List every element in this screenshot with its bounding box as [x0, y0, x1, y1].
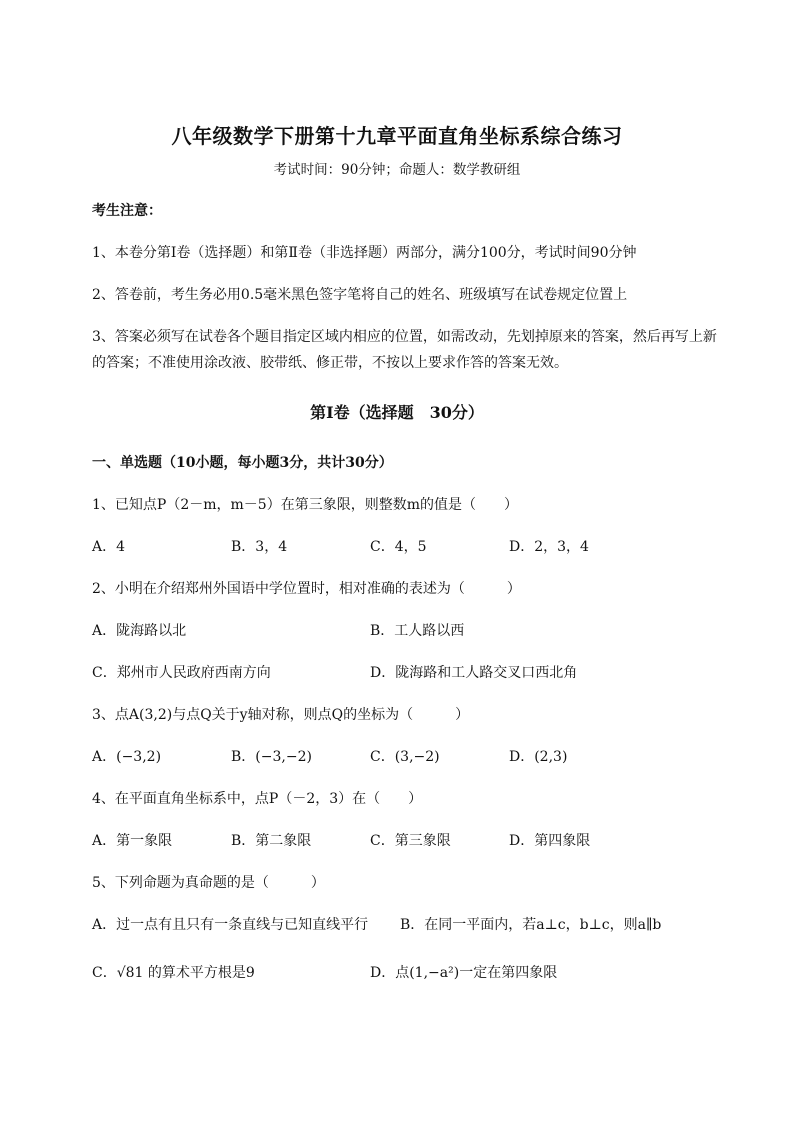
- question-stem: 2、小明在介绍郑州外国语中学位置时，相对准确的表述为（ ）: [92, 581, 521, 597]
- option-d: D．陇海路和工人路交叉口西北角: [370, 665, 578, 681]
- option-d: D．(2,3): [509, 749, 568, 765]
- option-c: C．第三象限: [370, 833, 451, 849]
- option-a: A．4: [92, 539, 126, 555]
- option-b: B．(−3,−2): [231, 749, 312, 765]
- question-stem: 1、已知点P（2－m，m－5）在第三象限，则整数m的值是（ ）: [92, 497, 518, 513]
- option-d: D．2，3，4: [509, 539, 589, 555]
- option-a: A．(−3,2): [92, 749, 162, 765]
- exam-info: 考试时间：90分钟；命题人：数学教研组: [273, 162, 521, 178]
- part-heading: 一、单选题（10小题，每小题3分，共计30分）: [92, 455, 393, 471]
- option-a: A．第一象限: [92, 833, 173, 849]
- notice-item: 3、答案必须写在试卷各个题目指定区域内相应的位置，如需改动，先划掉原来的答案，然后再写上新: [92, 329, 717, 345]
- option-c: C．4，5: [370, 539, 427, 555]
- option-b: B．工人路以西: [370, 623, 465, 639]
- option-c: C．(3,−2): [370, 749, 440, 765]
- option-a: A．陇海路以北: [92, 623, 187, 639]
- notice-item: 2、答卷前，考生务必用0.5毫米黑色签字笔将自己的姓名、班级填写在试卷规定位置上: [92, 287, 628, 303]
- option-a: A．过一点有且只有一条直线与已知直线平行: [92, 917, 369, 933]
- section-title: 第Ⅰ卷（选择题 30分）: [310, 403, 484, 422]
- option-c: C．郑州市人民政府西南方向: [92, 665, 271, 681]
- option-b: B．在同一平面内，若a⊥c，b⊥c，则a∥b: [400, 917, 662, 933]
- option-b: B．3，4: [231, 539, 288, 555]
- option-d: D．点(1,−a²)一定在第四象限: [370, 965, 558, 981]
- option-d: D．第四象限: [509, 833, 591, 849]
- notice-item: 的答案；不准使用涂改液、胶带纸、修正带，不按以上要求作答的答案无效。: [92, 355, 568, 371]
- notice-item: 1、本卷分第Ⅰ卷（选择题）和第Ⅱ卷（非选择题）两部分，满分100分，考试时间90分钟: [92, 245, 637, 261]
- page-title: 八年级数学下册第十九章平面直角坐标系综合练习: [171, 124, 623, 148]
- question-stem: 5、下列命题为真命题的是（ ）: [92, 875, 325, 891]
- option-c: C．√81 的算术平方根是9: [92, 965, 255, 981]
- question-stem: 4、在平面直角坐标系中，点P（－2，3）在（ ）: [92, 791, 423, 807]
- notice-heading: 考生注意：: [92, 203, 162, 219]
- question-stem: 3、点A(3,2)与点Q关于y轴对称，则点Q的坐标为（ ）: [92, 707, 470, 723]
- option-b: B．第二象限: [231, 833, 312, 849]
